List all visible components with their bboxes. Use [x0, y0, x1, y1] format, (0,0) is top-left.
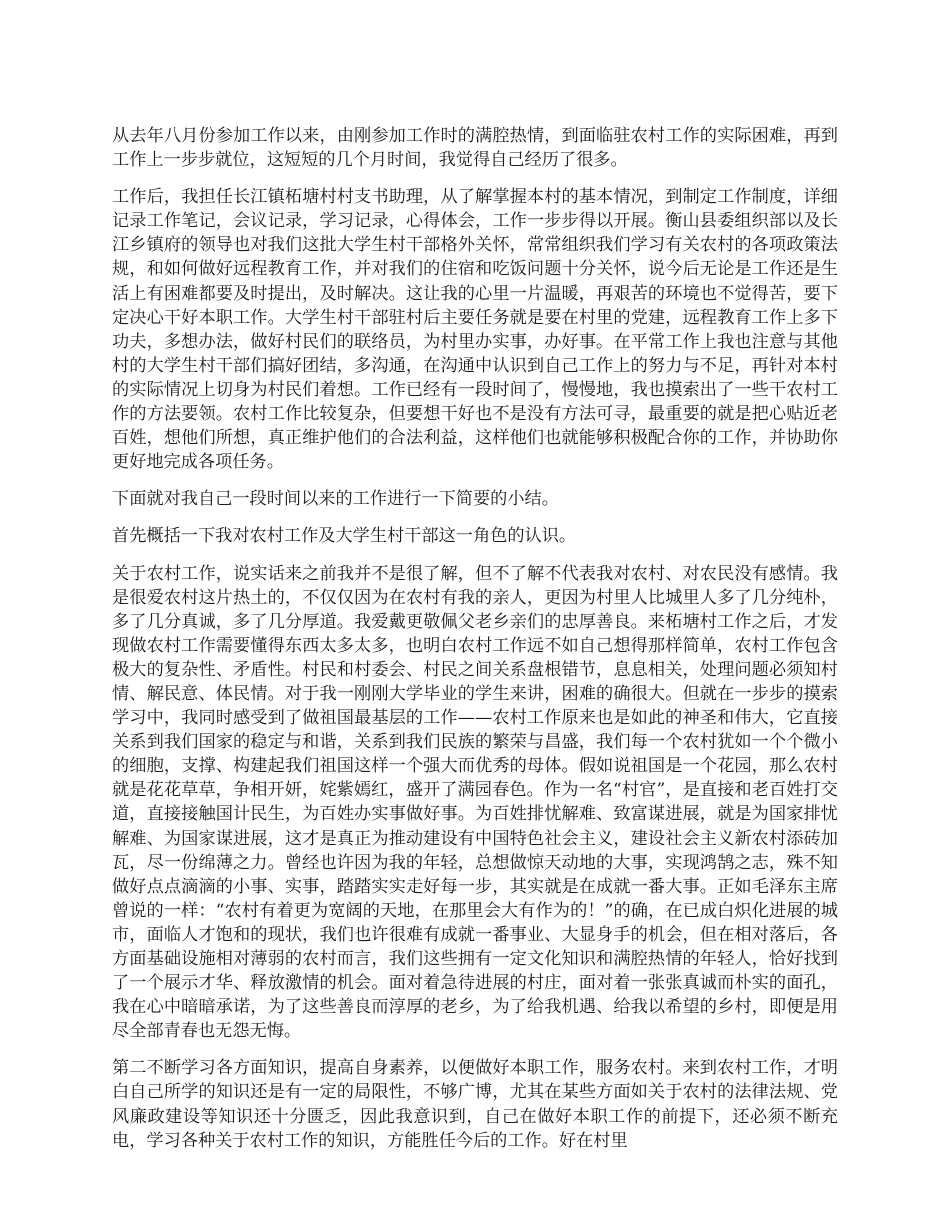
paragraph-first-point: 首先概括一下我对农村工作及大学生村干部这一角色的认识。	[112, 526, 577, 547]
document-body	[112, 124, 838, 1166]
paragraph-intro: 从去年八月份参加工作以来，由刚参加工作时的满腔热情，到面临驻农村工作的实际困难，再到工作上一步步就位，这短短的几个月时间，我觉得自己经历了很多。	[112, 126, 838, 171]
paragraph-summary-lead: 下面就对我自己一段时间以来的工作进行一下简要的小结。	[112, 489, 559, 510]
paragraph-second-point: 第二不断学习各方面知识，提高自身素养，以便做好本职工作，服务农村。来到农村工作，才明白自己所学的知识还是有一定的局限性，不够广博，尤其在某些方面如关于农村的法律法规、党风廉政建设等知识还十分匮乏，因此我意识到，自己在做好本职工作的前提下，还必须不断充电，学习各种关于农村工作的知识，方能胜任今后的工作。好在村里	[112, 1058, 838, 1151]
paragraph-rural-work: 关于农村工作，说实话来之前我并不是很了解，但不了解不代表我对农村、对农民没有感情。我是很爱农村这片热土的，不仅仅因为在农村有我的亲人，更因为村里人比城里人多了几分纯朴，多了几分真诚，多了几分厚道。我爱戴更敬佩父老乡亲们的忠厚善良。来柘塘村工作之后，才发现做农村工作需要懂得东西太多太多，也明白农村工作远不如自己想得那样简单，农村工作包含极大的复杂性、矛盾性。村民和村委会、村民之间关系盘根错节，息息相关，处理问题必须知村情、解民意、体民情。对于我一刚刚大学毕业的学生来讲，困难的确很大。但就在一步步的摸索学习中，我同时感受到了做祖国最基层的工作——农村工作原来也是如此的神圣和伟大，它直接关系到我们国家的稳定与和谐，关系到我们民族的繁荣与昌盛，我们每一个农村犹如一个个微小的细胞，支撑、构建起我们祖国这样一个强大而优秀的母体。假如说祖国是一个花园，那么农村就是花花草草，争相开妍，姹紫嫣红，盛开了满园春色。作为一名“村官”，是直接和老百姓打交道，直接接触国计民生，为百姓办实事做好事。为百姓排忧解难、致富谋进展，就是为国家排忧解难、为国家谋进展，这才是真正为推动建设有中国特色社会主义，建设社会主义新农村添砖加瓦，尽一份绵薄之力。曾经也许因为我的年轻，总想做惊天动地的大事，实现鸿鹄之志，殊不知做好点点滴滴的小事、实事，踏踏实实走好每一步，其实就是在成就一番大事。正如毛泽东主席曾说的一样：“农村有着更为宽阔的天地，在那里会大有作为的！”的确，在已成白炽化进展的城市，面临人才饱和的现状，我们也许很难有成就一番事业、大显身手的机会，但在相对落后，各方面基础设施相对薄弱的农村而言，我们这些拥有一定文化知识和满腔热情的年轻人，恰好找到了一个展示才华、释放激情的机会。面对着急待进展的村庄，面对着一张张真诚而朴实的面孔，我在心中暗暗承诺，为了这些善良而淳厚的老乡，为了给我机遇、给我以希望的乡村，即便是用尽全部青春也无怨无悔。	[112, 563, 838, 1042]
paragraph-work-overview: 工作后，我担任长江镇柘塘村村支书助理，从了解掌握本村的基本情况，到制定工作制度，详细记录工作笔记，会议记录，学习记录，心得体会，工作一步步得以开展。衡山县委组织部以及长江乡镇府的领导也对我们这批大学生村干部格外关怀，常常组织我们学习有关农村的各项政策法规，和如何做好远程教育工作，并对我们的住宿和吃饭问题十分关怀，说今后无论是工作还是生活上有困难都要及时提出，及时解决。这让我的心里一片温暖，再艰苦的环境也不觉得苦，要下定决心干好本职工作。大学生村干部驻村后主要任务就是要在村里的党建，远程教育工作上多下功夫，多想办法，做好村民们的联络员，为村里办实事，办好事。在平常工作上我也注意与其他村的大学生村干部们搞好团结，多沟通，在沟通中认识到自己工作上的努力与不足，再针对本村的实际情况上切身为村民们着想。工作已经有一段时间了，慢慢地，我也摸索出了一些干农村工作的方法要领。农村工作比较复杂，但要想干好也不是没有方法可寻，最重要的就是把心贴近老百姓，想他们所想，真正维护他们的合法利益，这样他们也就能够积极配合你的工作，并协助你更好地完成各项任务。	[112, 187, 838, 473]
